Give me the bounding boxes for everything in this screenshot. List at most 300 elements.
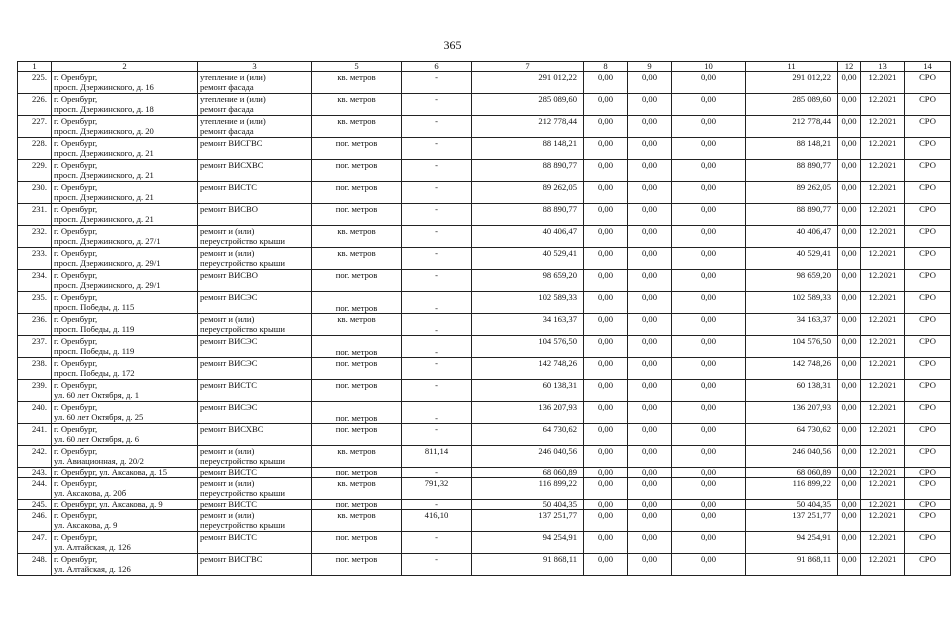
value: 0,00 xyxy=(700,532,717,542)
table-row xyxy=(18,138,951,160)
total-cost-cell xyxy=(472,116,584,138)
table-row xyxy=(18,554,951,576)
address-line: г. Оренбург, xyxy=(54,380,98,390)
source: СРО xyxy=(919,499,936,509)
value: 0,00 xyxy=(841,467,857,477)
work-cell xyxy=(198,116,312,138)
address-line: просп. Победы, д. 119 xyxy=(54,346,135,356)
source-cell xyxy=(905,402,951,424)
total-cost-cell xyxy=(472,532,584,554)
row-number: 240. xyxy=(31,402,47,412)
address-cell xyxy=(52,138,198,160)
address-line: г. Оренбург, xyxy=(54,424,98,434)
value: 0,00 xyxy=(641,182,658,192)
fund-cost-cell xyxy=(746,116,838,138)
value-cell xyxy=(838,478,861,500)
row-number-cell xyxy=(18,314,52,336)
source: СРО xyxy=(919,402,936,412)
table-row xyxy=(18,358,951,380)
value: 0,00 xyxy=(700,226,717,236)
total-cost: 98 659,20 xyxy=(542,270,577,280)
volume: - xyxy=(435,325,438,335)
work-type-cont: переустройство крыши xyxy=(200,456,285,466)
address-line: г. Оренбург, xyxy=(54,138,98,148)
work-type: ремонт ВИСЭС xyxy=(200,336,258,346)
total-cost: 246 040,56 xyxy=(538,446,577,456)
value-cell xyxy=(838,468,861,478)
address-line: г. Оренбург, xyxy=(54,510,98,520)
fund-cost: 246 040,56 xyxy=(792,446,831,456)
unit: кв. метров xyxy=(337,314,376,324)
total-cost: 212 778,44 xyxy=(538,116,577,126)
unit-cell xyxy=(312,116,402,138)
address-line: просп. Дзержинского, д. 29/1 xyxy=(54,280,161,290)
volume: - xyxy=(435,204,438,214)
value-cell xyxy=(584,510,628,532)
value: 0,00 xyxy=(641,204,658,214)
fund-cost: 89 262,05 xyxy=(796,182,831,192)
unit: пог. метров xyxy=(335,413,378,423)
total-cost-cell xyxy=(472,510,584,532)
unit: пог. метров xyxy=(335,358,378,368)
value-cell xyxy=(838,204,861,226)
value-cell xyxy=(628,182,672,204)
address-line: ул. Алтайская, д. 126 xyxy=(54,542,131,552)
unit: пог. метров xyxy=(335,270,378,280)
value: 0,00 xyxy=(641,424,658,434)
value: 0,00 xyxy=(641,478,658,488)
fund-cost: 68 060,89 xyxy=(796,467,831,477)
value: 0,00 xyxy=(700,94,717,104)
total-cost: 88 890,77 xyxy=(542,160,577,170)
value: 0,00 xyxy=(597,380,614,390)
volume-cell xyxy=(402,314,472,336)
value: 0,00 xyxy=(597,510,614,520)
fund-cost-cell xyxy=(746,358,838,380)
value: 0,00 xyxy=(641,358,658,368)
row-number-cell xyxy=(18,94,52,116)
volume-cell xyxy=(402,446,472,468)
fund-cost: 285 089,60 xyxy=(792,94,831,104)
value: 0,00 xyxy=(700,160,717,170)
work-type-cont: ремонт фасада xyxy=(200,82,254,92)
work-cell xyxy=(198,554,312,576)
column-header: 3 xyxy=(198,62,312,72)
deadline: 12.2021 xyxy=(868,314,897,324)
source: СРО xyxy=(919,138,936,148)
work-type: ремонт ВИСЭС xyxy=(200,358,258,368)
total-cost: 91 868,11 xyxy=(542,554,577,564)
column-header: 8 xyxy=(584,62,628,72)
address-line: г. Оренбург, xyxy=(54,204,98,214)
address-cell xyxy=(52,336,198,358)
value: 0,00 xyxy=(841,358,857,368)
value: 0,00 xyxy=(641,532,658,542)
total-cost: 40 406,47 xyxy=(542,226,577,236)
source: СРО xyxy=(919,94,936,104)
row-number-cell xyxy=(18,138,52,160)
value-cell xyxy=(672,380,746,402)
value-cell xyxy=(584,72,628,94)
value-cell xyxy=(584,314,628,336)
row-number-cell xyxy=(18,554,52,576)
total-cost-cell xyxy=(472,248,584,270)
work-type: ремонт и (или) xyxy=(200,314,255,324)
table-row xyxy=(18,270,951,292)
value-cell xyxy=(628,204,672,226)
row-number-cell xyxy=(18,248,52,270)
value: 0,00 xyxy=(597,138,614,148)
volume-cell xyxy=(402,248,472,270)
work-cell xyxy=(198,500,312,510)
source: СРО xyxy=(919,248,936,258)
fund-cost: 136 207,93 xyxy=(792,402,831,412)
deadline: 12.2021 xyxy=(868,204,897,214)
value-cell xyxy=(628,500,672,510)
work-type: ремонт и (или) xyxy=(200,446,255,456)
value-cell xyxy=(672,402,746,424)
volume-cell xyxy=(402,510,472,532)
deadline-cell xyxy=(861,380,905,402)
source: СРО xyxy=(919,292,936,302)
value-cell xyxy=(628,270,672,292)
row-number-cell xyxy=(18,380,52,402)
volume-cell xyxy=(402,532,472,554)
value: 0,00 xyxy=(597,160,614,170)
value: 0,00 xyxy=(700,499,717,509)
fund-cost-cell xyxy=(746,204,838,226)
address-cell xyxy=(52,270,198,292)
row-number-cell xyxy=(18,358,52,380)
value-cell xyxy=(672,510,746,532)
deadline-cell xyxy=(861,94,905,116)
work-type: ремонт ВИСХВС xyxy=(200,424,264,434)
value-cell xyxy=(628,160,672,182)
unit: кв. метров xyxy=(337,116,376,126)
value-cell xyxy=(838,510,861,532)
source: СРО xyxy=(919,467,936,477)
fund-cost: 40 529,41 xyxy=(796,248,831,258)
work-type-cont: переустройство крыши xyxy=(200,324,285,334)
row-number-cell xyxy=(18,402,52,424)
value: 0,00 xyxy=(641,499,658,509)
page-number: 365 xyxy=(443,38,462,52)
value: 0,00 xyxy=(841,532,857,542)
value-cell xyxy=(584,204,628,226)
value-cell xyxy=(672,160,746,182)
address-line: просп. Дзержинского, д. 20 xyxy=(54,126,154,136)
source-cell xyxy=(905,138,951,160)
source-cell xyxy=(905,478,951,500)
value: 0,00 xyxy=(641,446,658,456)
unit-cell xyxy=(312,270,402,292)
value: 0,00 xyxy=(597,424,614,434)
source-cell xyxy=(905,468,951,478)
source: СРО xyxy=(919,116,936,126)
column-header: 5 xyxy=(312,62,402,72)
work-cell xyxy=(198,72,312,94)
address-line: просп. Дзержинского, д. 16 xyxy=(54,82,154,92)
value: 0,00 xyxy=(641,510,658,520)
value: 0,00 xyxy=(597,248,614,258)
work-type: ремонт ВИСЭС xyxy=(200,292,258,302)
fund-cost-cell xyxy=(746,478,838,500)
total-cost: 104 576,50 xyxy=(538,336,577,346)
value-cell xyxy=(672,500,746,510)
value-cell xyxy=(628,478,672,500)
address-line: просп. Дзержинского, д. 18 xyxy=(54,104,154,114)
unit: пог. метров xyxy=(335,532,378,542)
deadline: 12.2021 xyxy=(868,402,897,412)
value-cell xyxy=(672,226,746,248)
total-cost: 136 207,93 xyxy=(538,402,577,412)
fund-cost-cell xyxy=(746,468,838,478)
fund-cost-cell xyxy=(746,226,838,248)
row-number: 237. xyxy=(31,336,47,346)
fund-cost-cell xyxy=(746,292,838,314)
source: СРО xyxy=(919,226,936,236)
table-row xyxy=(18,314,951,336)
value: 0,00 xyxy=(841,116,857,126)
volume: - xyxy=(435,248,438,258)
total-cost-cell xyxy=(472,380,584,402)
table-row xyxy=(18,380,951,402)
value: 0,00 xyxy=(641,336,658,346)
source: СРО xyxy=(919,554,936,564)
address-line: г. Оренбург, xyxy=(54,226,98,236)
unit-cell xyxy=(312,160,402,182)
total-cost: 34 163,37 xyxy=(542,314,577,324)
value-cell xyxy=(672,554,746,576)
value-cell xyxy=(584,500,628,510)
row-number: 238. xyxy=(31,358,47,368)
total-cost: 142 748,26 xyxy=(538,358,577,368)
row-number-cell xyxy=(18,226,52,248)
volume-cell xyxy=(402,500,472,510)
unit-cell xyxy=(312,182,402,204)
work-type-cont: переустройство крыши xyxy=(200,488,285,498)
row-number: 234. xyxy=(31,270,47,280)
work-type: утепление и (или) xyxy=(200,72,266,82)
deadline-cell xyxy=(861,182,905,204)
value-cell xyxy=(838,554,861,576)
work-type-cont: ремонт фасада xyxy=(200,104,254,114)
address-line: ул. 60 лет Октября, д. 6 xyxy=(54,434,140,444)
volume: - xyxy=(435,94,438,104)
unit: кв. метров xyxy=(337,248,376,258)
volume: - xyxy=(435,182,438,192)
value: 0,00 xyxy=(841,402,857,412)
deadline-cell xyxy=(861,336,905,358)
source-cell xyxy=(905,424,951,446)
deadline-cell xyxy=(861,554,905,576)
deadline-cell xyxy=(861,204,905,226)
deadline: 12.2021 xyxy=(868,532,897,542)
unit: пог. метров xyxy=(335,204,378,214)
value-cell xyxy=(672,72,746,94)
source: СРО xyxy=(919,380,936,390)
value: 0,00 xyxy=(641,467,658,477)
value: 0,00 xyxy=(700,358,717,368)
fund-cost-cell xyxy=(746,138,838,160)
source-cell xyxy=(905,500,951,510)
value-cell xyxy=(584,160,628,182)
work-type: ремонт и (или) xyxy=(200,226,255,236)
deadline-cell xyxy=(861,468,905,478)
value: 0,00 xyxy=(641,138,658,148)
address-cell xyxy=(52,160,198,182)
column-header: 11 xyxy=(746,62,838,72)
volume-cell xyxy=(402,116,472,138)
unit: кв. метров xyxy=(337,510,376,520)
value-cell xyxy=(838,424,861,446)
total-cost: 137 251,77 xyxy=(538,510,577,520)
address-cell xyxy=(52,226,198,248)
value-cell xyxy=(584,446,628,468)
address-line: ул. Аксакова, д. 9 xyxy=(54,520,118,530)
address-line: г. Оренбург, xyxy=(54,94,98,104)
value-cell xyxy=(584,138,628,160)
work-type: ремонт ВИСГВС xyxy=(200,554,263,564)
volume-cell xyxy=(402,292,472,314)
address-line: г. Оренбург, xyxy=(54,446,98,456)
unit-cell xyxy=(312,446,402,468)
source: СРО xyxy=(919,204,936,214)
value: 0,00 xyxy=(841,292,857,302)
total-cost-cell xyxy=(472,446,584,468)
value: 0,00 xyxy=(597,402,614,412)
value-cell xyxy=(838,270,861,292)
source-cell xyxy=(905,314,951,336)
unit: кв. метров xyxy=(337,446,376,456)
source-cell xyxy=(905,182,951,204)
address-cell xyxy=(52,182,198,204)
address-line: г. Оренбург, xyxy=(54,314,98,324)
deadline-cell xyxy=(861,446,905,468)
value-cell xyxy=(628,292,672,314)
value: 0,00 xyxy=(700,510,717,520)
value: 0,00 xyxy=(841,499,857,509)
address-line: просп. Дзержинского, д. 21 xyxy=(54,192,154,202)
table-row xyxy=(18,468,951,478)
unit-cell xyxy=(312,510,402,532)
value-cell xyxy=(628,446,672,468)
value: 0,00 xyxy=(597,358,614,368)
source-cell xyxy=(905,358,951,380)
work-type: ремонт и (или) xyxy=(200,478,255,488)
column-header: 14 xyxy=(905,62,951,72)
total-cost-cell xyxy=(472,402,584,424)
fund-cost-cell xyxy=(746,160,838,182)
value: 0,00 xyxy=(700,72,717,82)
address-cell xyxy=(52,468,198,478)
address-line: г. Оренбург, xyxy=(54,248,98,258)
unit-cell xyxy=(312,424,402,446)
deadline: 12.2021 xyxy=(868,336,897,346)
address-line: ул. 60 лет Октября, д. 1 xyxy=(54,390,140,400)
value-cell xyxy=(584,402,628,424)
address-line: г. Оренбург, ул. Аксакова, д. 15 xyxy=(54,467,168,477)
source: СРО xyxy=(919,478,936,488)
deadline-cell xyxy=(861,116,905,138)
value-cell xyxy=(672,532,746,554)
value-cell xyxy=(584,532,628,554)
work-cell xyxy=(198,182,312,204)
deadline: 12.2021 xyxy=(868,116,897,126)
value-cell xyxy=(584,358,628,380)
row-number: 233. xyxy=(31,248,47,258)
fund-cost-cell xyxy=(746,510,838,532)
unit-cell xyxy=(312,500,402,510)
address-line: г. Оренбург, xyxy=(54,160,98,170)
volume: 416,10 xyxy=(424,510,449,520)
fund-cost-cell xyxy=(746,380,838,402)
unit-cell xyxy=(312,532,402,554)
value-cell xyxy=(628,138,672,160)
value: 0,00 xyxy=(641,380,658,390)
row-number-cell xyxy=(18,532,52,554)
address-line: ул. 60 лет Октября, д. 25 xyxy=(54,412,144,422)
value: 0,00 xyxy=(641,72,658,82)
value-cell xyxy=(584,248,628,270)
value-cell xyxy=(838,72,861,94)
value-cell xyxy=(628,468,672,478)
value-cell xyxy=(584,270,628,292)
table-row xyxy=(18,226,951,248)
deadline-cell xyxy=(861,532,905,554)
source: СРО xyxy=(919,270,936,280)
value: 0,00 xyxy=(597,292,614,302)
row-number-cell xyxy=(18,446,52,468)
row-number: 248. xyxy=(31,554,47,564)
deadline-cell xyxy=(861,248,905,270)
total-cost-cell xyxy=(472,226,584,248)
source: СРО xyxy=(919,510,936,520)
table-row xyxy=(18,160,951,182)
volume: - xyxy=(435,72,438,82)
work-cell xyxy=(198,94,312,116)
value-cell xyxy=(628,554,672,576)
value-cell xyxy=(838,358,861,380)
source-cell xyxy=(905,72,951,94)
value-cell xyxy=(672,116,746,138)
unit: пог. метров xyxy=(335,138,378,148)
unit: пог. метров xyxy=(335,347,378,357)
source: СРО xyxy=(919,182,936,192)
table-row xyxy=(18,532,951,554)
work-cell xyxy=(198,468,312,478)
work-cell xyxy=(198,402,312,424)
work-cell xyxy=(198,446,312,468)
deadline-cell xyxy=(861,478,905,500)
value-cell xyxy=(838,182,861,204)
deadline-cell xyxy=(861,292,905,314)
value: 0,00 xyxy=(641,94,658,104)
work-cell xyxy=(198,380,312,402)
source: СРО xyxy=(919,336,936,346)
unit: кв. метров xyxy=(337,94,376,104)
value: 0,00 xyxy=(641,226,658,236)
value-cell xyxy=(628,336,672,358)
volume-cell xyxy=(402,182,472,204)
value: 0,00 xyxy=(841,182,857,192)
deadline-cell xyxy=(861,226,905,248)
value: 0,00 xyxy=(641,554,658,564)
repair-schedule-table xyxy=(17,61,951,576)
unit: пог. метров xyxy=(335,554,378,564)
row-number-cell xyxy=(18,182,52,204)
value: 0,00 xyxy=(841,510,857,520)
